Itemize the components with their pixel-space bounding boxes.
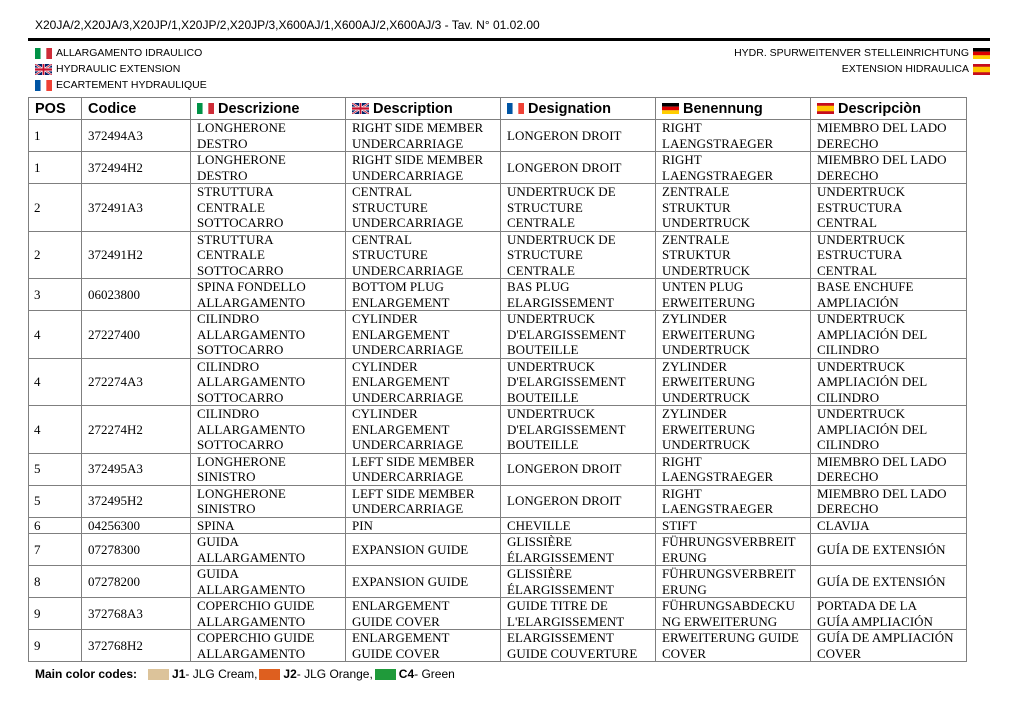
cell-desc-de: RIGHT LAENGSTRAEGER: [656, 152, 811, 184]
cell-desc-en: EXPANSION GUIDE: [346, 534, 501, 566]
cell-desc-es: GUÍA DE AMPLIACIÓN COVER: [811, 630, 967, 662]
table-row: [29, 184, 967, 232]
col-header-label: Codice: [88, 100, 137, 117]
cell-desc-it: STRUTTURA CENTRALE SOTTOCARRO: [191, 231, 346, 279]
cell-code: 372768A3: [82, 598, 191, 630]
col-header-label: Benennung: [683, 100, 763, 117]
germany-flag-icon: [662, 103, 679, 114]
document-title: X20JA/2,X20JA/3,X20JP/1,X20JP/2,X20JP/3,X600AJ/1,X600AJ/2,X600AJ/3 - Tav. N° 01.02.00: [35, 18, 540, 32]
cell-desc-es: UNDERTRUCK ESTRUCTURA CENTRAL: [811, 184, 967, 232]
table-body: [29, 120, 967, 662]
cell-desc-fr: GLISSIÈRE ÉLARGISSEMENT: [501, 566, 656, 598]
cell-desc-en: CYLINDER ENLARGEMENT UNDERCARRIAGE: [346, 406, 501, 454]
cell-desc-de: ERWEITERUNG GUIDE COVER: [656, 630, 811, 662]
cell-desc-fr: UNDERTRUCK DE STRUCTURE CENTRALE: [501, 231, 656, 279]
cell-desc-en: CENTRAL STRUCTURE UNDERCARRIAGE: [346, 231, 501, 279]
cell-pos: 5: [29, 485, 82, 517]
color-swatch: [259, 669, 280, 680]
table-row: [29, 279, 967, 311]
cell-desc-fr: LONGERON DROIT: [501, 485, 656, 517]
legend-item-j2: [259, 667, 372, 681]
cell-desc-es: CLAVIJA: [811, 517, 967, 534]
cell-desc-en: LEFT SIDE MEMBER UNDERCARRIAGE: [346, 453, 501, 485]
spain-flag-icon: [973, 64, 990, 75]
col-header-pos: [29, 98, 82, 120]
legend-code: J2: [283, 667, 297, 681]
title-label-es: [734, 61, 990, 77]
table-row: [29, 358, 967, 406]
title-label-text: ALLARGAMENTO IDRAULICO: [56, 47, 203, 59]
cell-desc-de: ZENTRALE STRUKTUR UNDERTRUCK: [656, 231, 811, 279]
cell-pos: 3: [29, 279, 82, 311]
cell-desc-de: ZYLINDER ERWEITERUNG UNDERTRUCK: [656, 358, 811, 406]
col-header-de: [656, 98, 811, 120]
cell-desc-en: CENTRAL STRUCTURE UNDERCARRIAGE: [346, 184, 501, 232]
legend-text: - JLG Cream,: [185, 667, 258, 681]
cell-pos: 5: [29, 453, 82, 485]
color-swatch: [148, 669, 169, 680]
cell-desc-de: STIFT: [656, 517, 811, 534]
legend-text: - JLG Orange,: [296, 667, 373, 681]
table-row: [29, 485, 967, 517]
col-header-label: Designation: [528, 100, 611, 117]
cell-pos: 1: [29, 152, 82, 184]
cell-desc-it: STRUTTURA CENTRALE SOTTOCARRO: [191, 184, 346, 232]
title-label-de: [734, 45, 990, 61]
col-header-label: POS: [35, 100, 66, 117]
cell-desc-it: CILINDRO ALLARGAMENTO SOTTOCARRO: [191, 358, 346, 406]
cell-pos: 7: [29, 534, 82, 566]
cell-desc-es: GUÍA DE EXTENSIÓN: [811, 534, 967, 566]
uk-flag-icon: [35, 64, 52, 75]
cell-desc-en: LEFT SIDE MEMBER UNDERCARRIAGE: [346, 485, 501, 517]
cell-desc-it: GUIDA ALLARGAMENTO: [191, 534, 346, 566]
cell-code: 04256300: [82, 517, 191, 534]
cell-code: 372494H2: [82, 152, 191, 184]
title-label-en: [35, 61, 207, 77]
cell-desc-fr: UNDERTRUCK D'ELARGISSEMENT BOUTEILLE: [501, 311, 656, 359]
cell-pos: 8: [29, 566, 82, 598]
cell-desc-en: ENLARGEMENT GUIDE COVER: [346, 630, 501, 662]
cell-code: 27227400: [82, 311, 191, 359]
cell-desc-de: FÜHRUNGSVERBREIT ERUNG: [656, 534, 811, 566]
cell-desc-es: PORTADA DE LA GUÍA AMPLIACIÓN: [811, 598, 967, 630]
table-row: [29, 453, 967, 485]
cell-pos: 9: [29, 630, 82, 662]
cell-desc-it: COPERCHIO GUIDE ALLARGAMENTO: [191, 630, 346, 662]
cell-desc-it: SPINA FONDELLO ALLARGAMENTO: [191, 279, 346, 311]
legend-text: - Green: [414, 667, 455, 681]
italy-flag-icon: [197, 103, 214, 114]
table-row: [29, 534, 967, 566]
cell-desc-fr: LONGERON DROIT: [501, 120, 656, 152]
cell-desc-fr: UNDERTRUCK D'ELARGISSEMENT BOUTEILLE: [501, 358, 656, 406]
cell-desc-it: CILINDRO ALLARGAMENTO SOTTOCARRO: [191, 406, 346, 454]
table-row: [29, 120, 967, 152]
cell-desc-de: ZYLINDER ERWEITERUNG UNDERTRUCK: [656, 311, 811, 359]
col-header-label: Descripciòn: [838, 100, 921, 117]
cell-desc-fr: GLISSIÈRE ÉLARGISSEMENT: [501, 534, 656, 566]
cell-desc-fr: UNDERTRUCK DE STRUCTURE CENTRALE: [501, 184, 656, 232]
cell-desc-it: SPINA: [191, 517, 346, 534]
col-header-code: [82, 98, 191, 120]
legend-code: J1: [172, 667, 186, 681]
cell-desc-en: CYLINDER ENLARGEMENT UNDERCARRIAGE: [346, 358, 501, 406]
cell-desc-fr: LONGERON DROIT: [501, 453, 656, 485]
germany-flag-icon: [973, 48, 990, 59]
cell-desc-es: GUÍA DE EXTENSIÓN: [811, 566, 967, 598]
title-label-text: HYDRAULIC EXTENSION: [56, 63, 181, 75]
cell-desc-it: COPERCHIO GUIDE ALLARGAMENTO: [191, 598, 346, 630]
cell-desc-es: BASE ENCHUFE AMPLIACIÓN: [811, 279, 967, 311]
title-label-fr: [35, 77, 207, 93]
cell-desc-en: CYLINDER ENLARGEMENT UNDERCARRIAGE: [346, 311, 501, 359]
cell-pos: 6: [29, 517, 82, 534]
left-title-labels: [35, 45, 207, 93]
cell-desc-de: ZYLINDER ERWEITERUNG UNDERTRUCK: [656, 406, 811, 454]
cell-desc-en: ENLARGEMENT GUIDE COVER: [346, 598, 501, 630]
col-header-en: [346, 98, 501, 120]
cell-code: 372494A3: [82, 120, 191, 152]
cell-pos: 4: [29, 358, 82, 406]
title-label-text: HYDR. SPURWEITENVER STELLEINRICHTUNG: [734, 47, 969, 59]
cell-desc-de: RIGHT LAENGSTRAEGER: [656, 120, 811, 152]
table-row: [29, 517, 967, 534]
cell-code: 372495A3: [82, 453, 191, 485]
spain-flag-icon: [817, 103, 834, 114]
cell-desc-de: FÜHRUNGSABDECKU NG ERWEITERUNG: [656, 598, 811, 630]
cell-desc-en: PIN: [346, 517, 501, 534]
cell-desc-fr: UNDERTRUCK D'ELARGISSEMENT BOUTEILLE: [501, 406, 656, 454]
cell-desc-en: BOTTOM PLUG ENLARGEMENT: [346, 279, 501, 311]
color-swatch: [375, 669, 396, 680]
table-row: [29, 566, 967, 598]
cell-desc-es: MIEMBRO DEL LADO DERECHO: [811, 485, 967, 517]
table-row: [29, 598, 967, 630]
cell-desc-it: LONGHERONE DESTRO: [191, 120, 346, 152]
legend-code: C4: [398, 667, 415, 681]
france-flag-icon: [507, 103, 524, 114]
table-row: [29, 630, 967, 662]
uk-flag-icon: [352, 103, 369, 114]
cell-desc-en: RIGHT SIDE MEMBER UNDERCARRIAGE: [346, 152, 501, 184]
cell-desc-it: LONGHERONE SINISTRO: [191, 453, 346, 485]
cell-desc-it: LONGHERONE DESTRO: [191, 152, 346, 184]
cell-desc-fr: ELARGISSEMENT GUIDE COUVERTURE: [501, 630, 656, 662]
cell-desc-fr: LONGERON DROIT: [501, 152, 656, 184]
cell-desc-de: ZENTRALE STRUKTUR UNDERTRUCK: [656, 184, 811, 232]
cell-desc-de: FÜHRUNGSVERBREIT ERUNG: [656, 566, 811, 598]
cell-code: 372768H2: [82, 630, 191, 662]
legend-title: Main color codes:: [35, 667, 138, 681]
legend-item-j1: [148, 667, 257, 681]
cell-code: 272274A3: [82, 358, 191, 406]
table-row: [29, 406, 967, 454]
col-header-it: [191, 98, 346, 120]
cell-desc-de: RIGHT LAENGSTRAEGER: [656, 485, 811, 517]
cell-desc-es: MIEMBRO DEL LADO DERECHO: [811, 152, 967, 184]
italy-flag-icon: [35, 48, 52, 59]
title-label-it: [35, 45, 207, 61]
cell-desc-es: MIEMBRO DEL LADO DERECHO: [811, 453, 967, 485]
cell-code: 372491H2: [82, 231, 191, 279]
table-row: [29, 231, 967, 279]
table-row: [29, 152, 967, 184]
cell-desc-it: CILINDRO ALLARGAMENTO SOTTOCARRO: [191, 311, 346, 359]
cell-desc-es: UNDERTRUCK AMPLIACIÓN DEL CILINDRO: [811, 358, 967, 406]
cell-pos: 4: [29, 406, 82, 454]
cell-desc-es: UNDERTRUCK AMPLIACIÓN DEL CILINDRO: [811, 406, 967, 454]
cell-code: 06023800: [82, 279, 191, 311]
header-rule: [28, 38, 990, 41]
cell-pos: 2: [29, 231, 82, 279]
cell-desc-fr: BAS PLUG ELARGISSEMENT: [501, 279, 656, 311]
cell-code: 07278200: [82, 566, 191, 598]
table-header-row: [29, 98, 967, 120]
cell-pos: 2: [29, 184, 82, 232]
cell-desc-fr: GUIDE TITRE DE L'ELARGISSEMENT: [501, 598, 656, 630]
cell-pos: 1: [29, 120, 82, 152]
title-label-text: EXTENSION HIDRAULICA: [841, 63, 969, 75]
cell-desc-en: RIGHT SIDE MEMBER UNDERCARRIAGE: [346, 120, 501, 152]
color-legend: [35, 667, 457, 681]
legend-item-c4: [375, 667, 455, 681]
cell-desc-de: UNTEN PLUG ERWEITERUNG: [656, 279, 811, 311]
title-label-text: ECARTEMENT HYDRAULIQUE: [56, 79, 207, 91]
parts-table: [28, 97, 967, 662]
cell-code: 272274H2: [82, 406, 191, 454]
col-header-label: Description: [373, 100, 453, 117]
cell-pos: 9: [29, 598, 82, 630]
cell-pos: 4: [29, 311, 82, 359]
cell-code: 372495H2: [82, 485, 191, 517]
france-flag-icon: [35, 80, 52, 91]
cell-desc-es: MIEMBRO DEL LADO DERECHO: [811, 120, 967, 152]
cell-desc-it: LONGHERONE SINISTRO: [191, 485, 346, 517]
cell-desc-de: RIGHT LAENGSTRAEGER: [656, 453, 811, 485]
cell-code: 07278300: [82, 534, 191, 566]
cell-desc-es: UNDERTRUCK ESTRUCTURA CENTRAL: [811, 231, 967, 279]
col-header-es: [811, 98, 967, 120]
cell-desc-fr: CHEVILLE: [501, 517, 656, 534]
table-row: [29, 311, 967, 359]
col-header-label: Descrizione: [218, 100, 300, 117]
cell-desc-es: UNDERTRUCK AMPLIACIÓN DEL CILINDRO: [811, 311, 967, 359]
cell-desc-it: GUIDA ALLARGAMENTO: [191, 566, 346, 598]
cell-desc-en: EXPANSION GUIDE: [346, 566, 501, 598]
right-title-labels: [734, 45, 990, 77]
col-header-fr: [501, 98, 656, 120]
cell-code: 372491A3: [82, 184, 191, 232]
